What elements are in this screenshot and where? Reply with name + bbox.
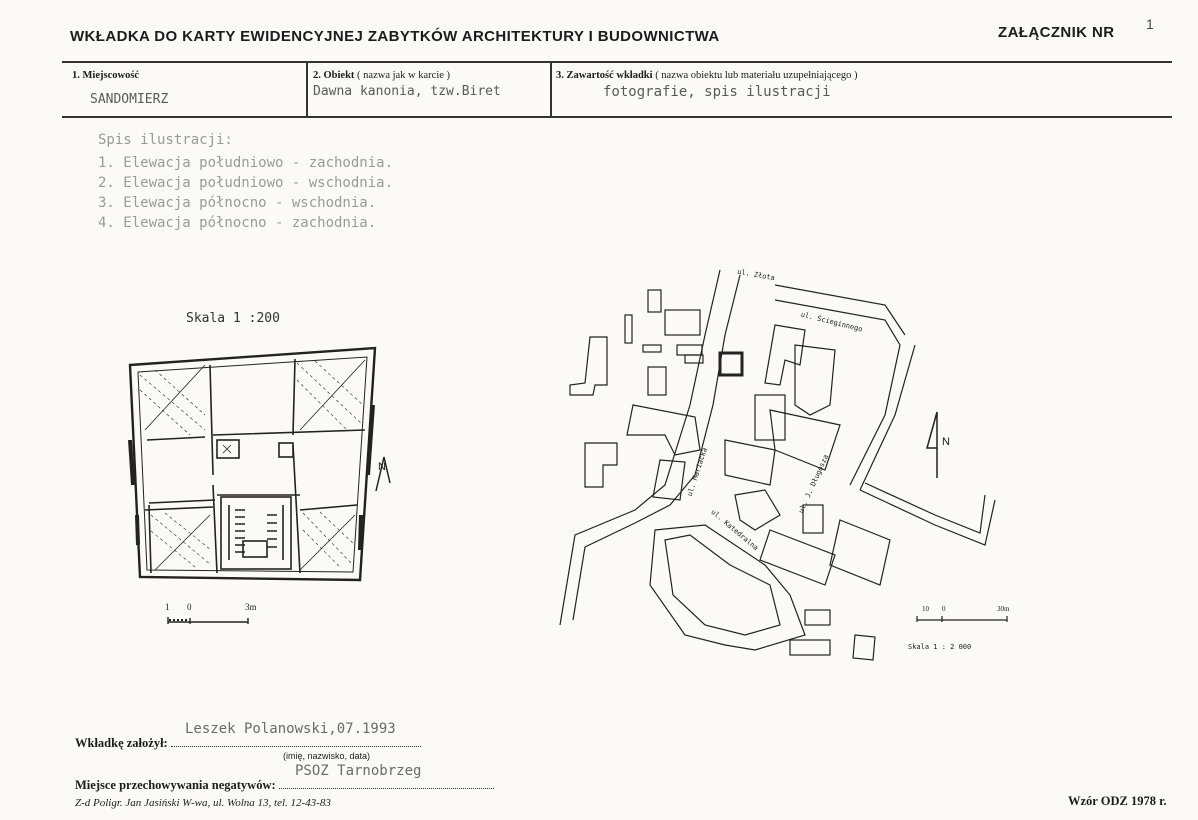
floor-plan-drawing (125, 345, 395, 585)
location-value: SANDOMIERZ (90, 92, 169, 107)
street-label-dlugosza: ul. J. Długosza (797, 453, 831, 515)
site-map-north-arrow-icon (925, 408, 955, 480)
street-label-zlota: ul. Złota (736, 267, 776, 283)
storage-label: Miejsce przechowywania negatywów: (75, 778, 494, 793)
illustrations-heading: Spis ilustracji: (98, 132, 233, 148)
site-map-drawing (555, 265, 1035, 665)
location-label: 1. Miejscowość (72, 70, 140, 81)
creator-hint: (imię, nazwisko, data) (283, 751, 371, 761)
site-map-scalebar-left: 10 (922, 605, 929, 613)
form-title: WKŁADKA DO KARTY EWIDENCYJNEJ ZABYTKÓW ARCHITEKTURY I BUDOWNICTWA (70, 28, 720, 45)
site-map-scale-label: Skala 1 : 2 000 (908, 643, 972, 651)
list-item: 1. Elewacja południowo - zachodnia. (98, 155, 394, 171)
storage-dotted-line (279, 778, 494, 789)
street-label-scieginnego: ul. Ścieginnego (799, 310, 864, 334)
fields-top-border (62, 61, 1172, 63)
floor-plan-scalebar-right: 3m (245, 602, 257, 612)
site-map-scalebar-mid: 0 (942, 605, 946, 613)
illustrations-list (98, 153, 393, 233)
floor-plan-north-arrow-icon (370, 453, 396, 493)
street-label-katedralna: ul. Katedralna (709, 507, 760, 553)
contents-value: fotografie, spis ilustracji (603, 84, 831, 100)
list-item: 4. Elewacja północno - zachodnia. (98, 215, 377, 231)
form-id: Wzór ODZ 1978 r. (1068, 794, 1167, 808)
list-item: 3. Elewacja północno - wschodnia. (98, 195, 377, 211)
object-label: 2. Obiekt ( nazwa jak w karcie ) (313, 70, 451, 81)
creator-value: Leszek Polanowski,07.1993 (185, 721, 396, 737)
street-label-mariacka: ul. Mariacka (685, 446, 709, 498)
floor-plan-scalebar-mid: 0 (187, 602, 192, 612)
contents-label: 3. Zawartość wkładki ( nazwa obiektu lub materiału uzupełniającego ) (556, 70, 858, 81)
fields-divider-1 (306, 61, 308, 117)
creator-dotted-line (171, 736, 421, 747)
floor-plan-north-label: N (378, 461, 386, 473)
creator-label: Wkładkę założył: (75, 736, 421, 751)
site-map-north-label: N (942, 436, 950, 448)
list-item: 2. Elewacja południowo - wschodnia. (98, 175, 394, 191)
object-value: Dawna kanonia, tzw.Biret (313, 84, 501, 99)
floor-plan-scalebar-left: 1 (165, 602, 170, 612)
site-map-scalebar-right: 30m (997, 605, 1010, 613)
floor-plan-scale-label: Skala 1 :200 (186, 311, 280, 326)
printer-info: Z-d Poligr. Jan Jasiński W-wa, ul. Wolna 13, tel. 12-43-83 (75, 797, 331, 809)
fields-bottom-border (62, 116, 1172, 118)
annex-label: ZAŁĄCZNIK NR (998, 24, 1115, 41)
storage-value: PSOZ Tarnobrzeg (295, 763, 422, 779)
annex-number: 1 (1146, 16, 1154, 32)
